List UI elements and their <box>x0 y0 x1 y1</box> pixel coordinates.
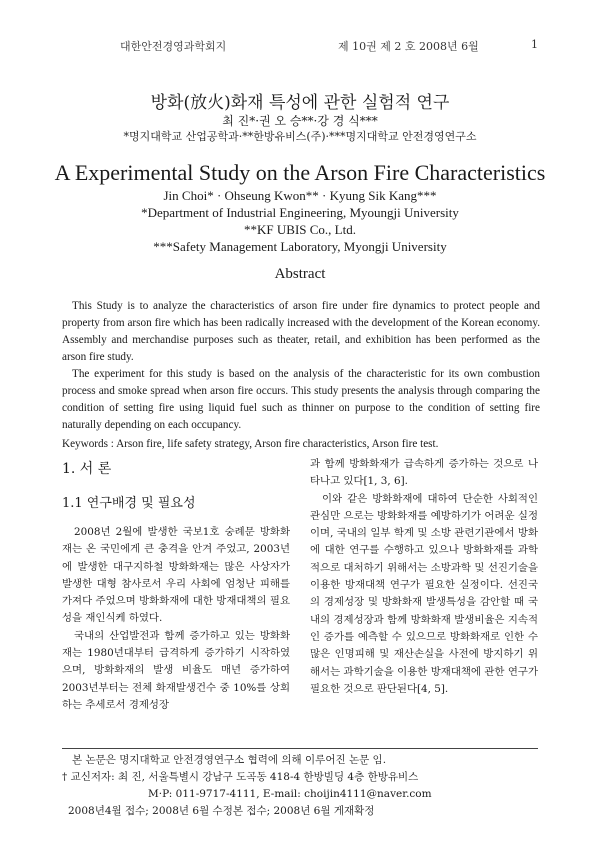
right-paragraph-1: 과 함께 방화화재가 급속하게 증가하는 것으로 나타나고 있다[1, 3, 6]. <box>310 458 538 488</box>
left-paragraph-1: 2008년 2월에 발생한 국보1호 숭례문 방화화재는 온 국민에게 큰 충격을 안겨 주었고, 2003년에 발생한 대구지하철 방화화재는 많은 사상자가 발생한 대형 참사로서 우리 사회에 엄청난 피해를 가져다 주었으며 방화화재에 대한 방재대책의 필요성을 재인식케 하였다. <box>62 526 290 625</box>
footnote-funding: 본 논문은 명지대학교 안전경영연구소 협력에 의해 이루어진 논문 임. <box>72 754 387 766</box>
abstract-body <box>62 298 540 453</box>
abstract-heading: Abstract <box>274 266 326 282</box>
abstract-paragraph-1: This Study is to analyze the characteristics of arson fire under fire dynamics to protect people and property from arson fire which has been radically increased with the development of the Korean economy. Assembly and merchandise purposes such as theater, retail, and exhibition has been performed as the arson fire study. <box>62 300 540 363</box>
footnote-dates: 2008년4월 접수; 2008년 6월 수정본 접수; 2008년 6월 게재확정 <box>68 805 375 817</box>
section-1-heading: 1. 서 론 <box>62 461 112 477</box>
right-column <box>310 456 538 698</box>
right-paragraph-2: 이와 같은 방화화재에 대하여 단순한 사회적인 관심만 으로는 방화화재를 예방하기가 어려운 실정이며, 국내의 일부 학계 및 소방 관련기관에서 방화에 대한 연구를 수행하고 있으나 방화화재를 과학적으로 대처하기 위해서는 소방과학 및 선진기술을 이용한 방재대책 연구가 필요한 실정이다. 선진국의 경제성장 및 방화화재 발생특성을 감안할 때 국내의 경제성장과 함께 방화화재 발생비율은 지속적인 증가를 예측할 수 있으므로 방화화재로 인한 수많은 인명피해 및 재산손실을 사전에 방지하기 위해서는 과학기술을 이용한 방재대책에 관한 연구가 필요한 것으로 판단된다[4, 5]. <box>310 492 538 695</box>
abstract-paragraph-2: The experiment for this study is based on the analysis of the characteristic for its own combustion process and smoke spread when arson fire occurs. This study presents the analysis through comparing the condition of setting fire using liquid fuel such as thinner on purpose to the condition of setting fire naturally depending on each occupancy. <box>62 368 540 431</box>
volume-info: 제 10권 제 2 호 2008년 6월 <box>338 40 479 53</box>
affiliation-3: ***Safety Management Laboratory, Myongji University <box>153 239 447 254</box>
korean-title: 방화(放火)화재 특성에 관한 실험적 연구 <box>150 93 450 113</box>
english-title: A Experimental Study on the Arson Fire Characteristics <box>54 160 546 185</box>
footnote-contact: M·P: 011-9717-4111, E-mail: choijin4111@naver.com <box>148 788 432 800</box>
keywords: Keywords : Arson fire, life safety strategy, Arson fire characteristics, Arson fire test. <box>62 438 439 450</box>
page-number: 1 <box>531 38 538 51</box>
affiliation-2: **KF UBIS Co., Ltd. <box>244 222 356 237</box>
affiliation-1: *Department of Industrial Engineering, Myoungji University <box>141 205 459 220</box>
left-column <box>62 524 290 714</box>
footnote-corresponding: † 교신저자: 최 진, 서울특별시 강남구 도곡동 418-4 한방빌딩 4층 한방유비스 <box>62 771 419 783</box>
left-paragraph-2: 국내의 산업발전과 함께 증가하고 있는 방화화재는 1980년대부터 급격하게 증가하기 시작하였으며, 방화화재의 발생 비율도 매년 증가하여 2003년부터는 전체 화재발생건수 중 10%를 상회하는 추세로서 경제성장 <box>62 629 290 711</box>
english-authors: Jin Choi* · Ohseung Kwon** · Kyung Sik Kang*** <box>163 188 437 203</box>
korean-affiliations: *명지대학교 산업공학과·**한방유비스(주)·***명지대학교 안전경영연구소 <box>123 130 477 143</box>
footnote-rule <box>62 748 538 749</box>
section-1-1-heading: 1.1 연구배경 및 필요성 <box>62 496 196 511</box>
footnotes <box>62 752 538 820</box>
korean-authors: 최 진*·권 오 승**·강 경 식*** <box>222 114 378 128</box>
journal-name: 대한안전경영과학회지 <box>120 40 227 53</box>
